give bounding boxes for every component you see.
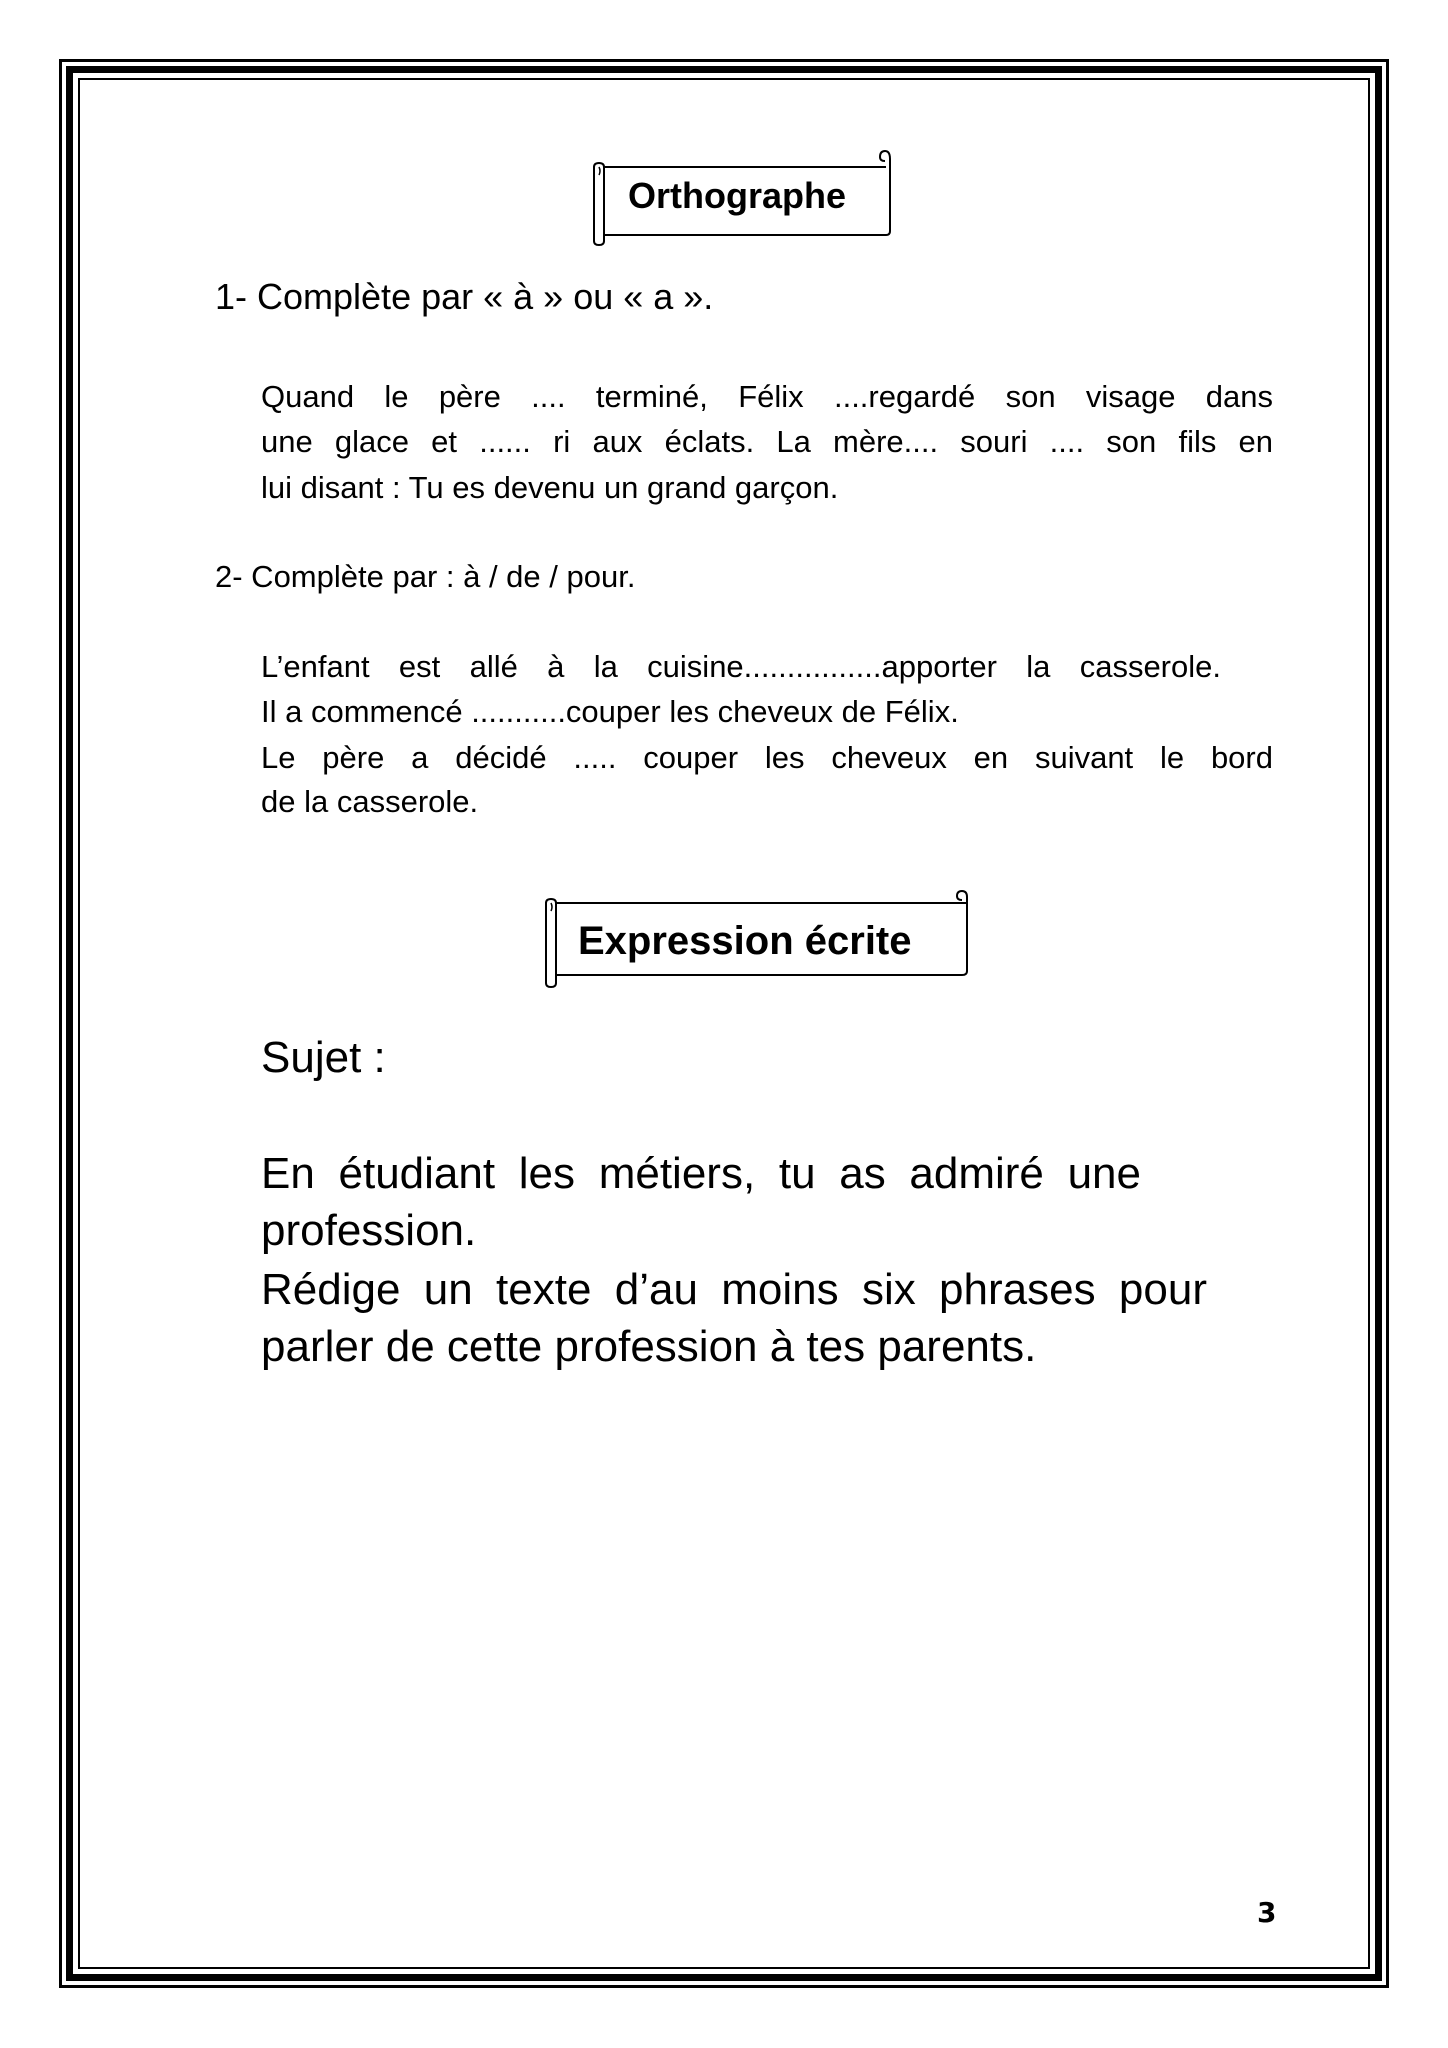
exercise-2-line: Le père a décidé ..... couper les cheveux en suivant le bord bbox=[261, 740, 1273, 775]
expression-banner bbox=[542, 889, 972, 991]
page-number: 3 bbox=[1257, 1896, 1277, 1929]
exercise-2-instruction: 2- Complète par : à / de / pour. bbox=[215, 559, 636, 594]
subject-line: parler de cette profession à tes parents. bbox=[261, 1322, 1037, 1371]
subject-line: En étudiant les métiers, tu as admiré une bbox=[261, 1149, 1141, 1198]
exercise-2-line: de la casserole. bbox=[261, 784, 479, 819]
orthographe-banner bbox=[590, 145, 895, 247]
exercise-1-instruction: 1- Complète par « à » ou « a ». bbox=[215, 276, 714, 317]
exercise-1-line: une glace et ...... ri aux éclats. La mère.... souri .... son fils en bbox=[261, 424, 1273, 459]
exercise-2-line: Il a commencé ...........couper les cheveux de Félix. bbox=[261, 694, 959, 729]
section-title-orthographe: Orthographe bbox=[628, 175, 847, 216]
exercise-2-line: L’enfant est allé à la cuisine................apporter la casserole. bbox=[261, 649, 1221, 684]
exercise-1-line: Quand le père .... terminé, Félix ....regardé son visage dans bbox=[261, 379, 1273, 414]
subject-line: profession. bbox=[261, 1206, 477, 1255]
exercise-1-line: lui disant : Tu es devenu un grand garçon. bbox=[261, 470, 839, 505]
section-title-expression: Expression écrite bbox=[578, 919, 912, 963]
subject-line: Rédige un texte d’au moins six phrases pour bbox=[261, 1265, 1207, 1314]
subject-label: Sujet : bbox=[261, 1033, 386, 1082]
page-border-inner bbox=[78, 78, 1370, 1969]
